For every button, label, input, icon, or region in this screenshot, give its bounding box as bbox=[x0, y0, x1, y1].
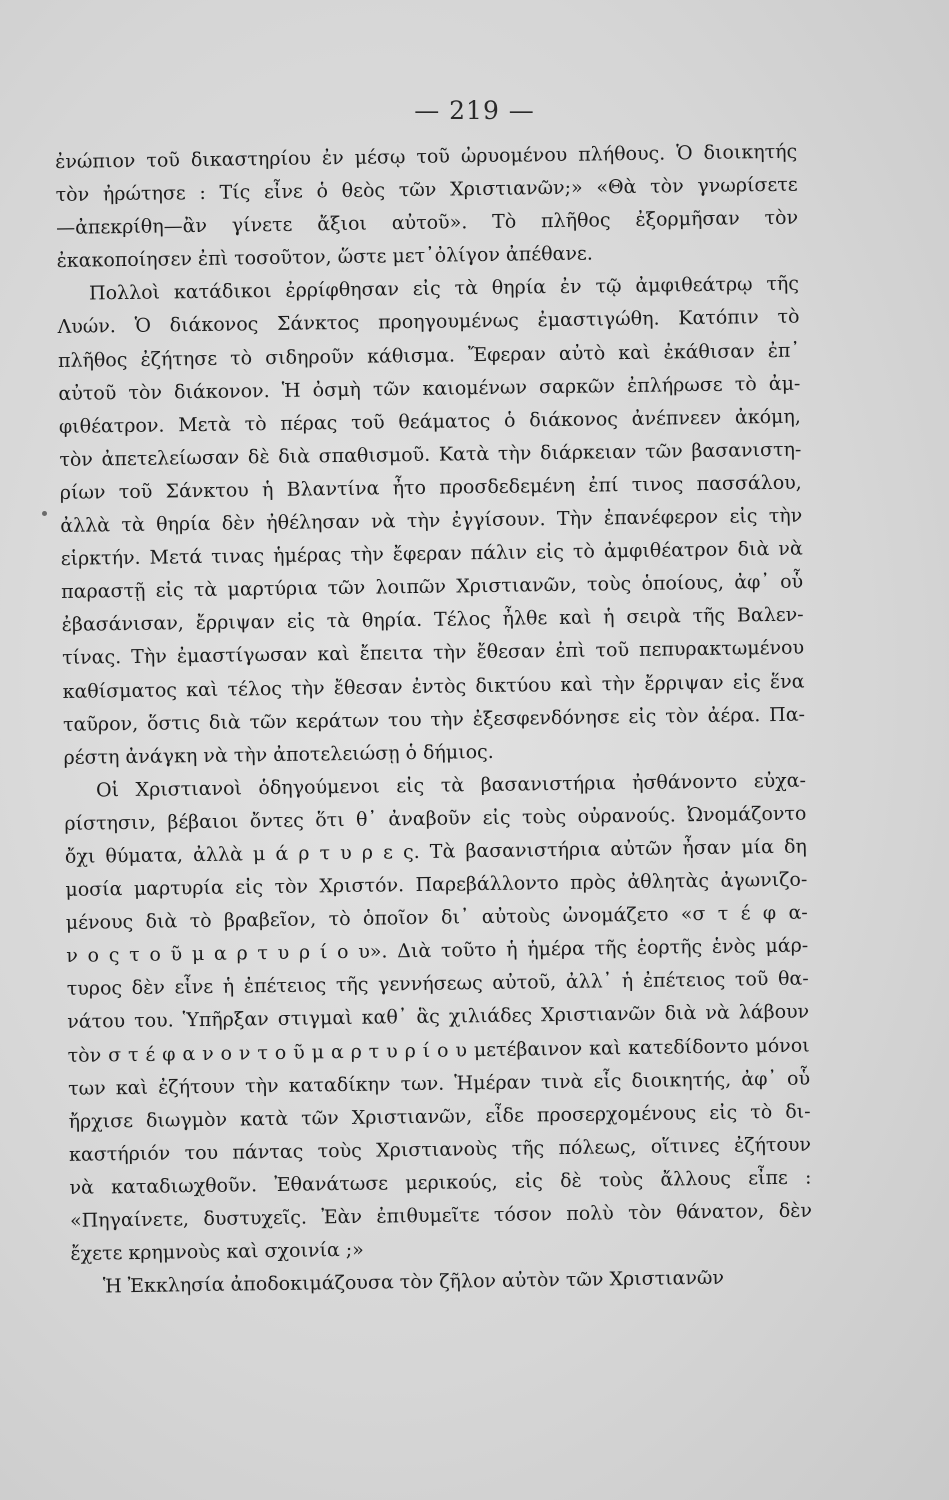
text-line: ταῦρον, ὅστις διὰ τῶν κεράτων του τὴν ἐξεσφενδόνησε εἰς τὸν ἀέρα. Πα- bbox=[62, 703, 806, 736]
text-line: τίνας. Τὴν ἐμαστίγωσαν καὶ ἔπειτα τὴν ἔθεσαν ἐπὶ τοῦ πεπυρακτωμένου bbox=[62, 636, 805, 670]
text-line: «Πηγαίνετε, δυστυχεῖς. Ἐὰν ἐπιθυμεῖτε τόσον πολὺ τὸν θάνατον, δὲν bbox=[69, 1199, 813, 1232]
text-line: —ἀπεκρίθη—ἂν γίνετε ἄξιοι αὐτοῦ». Τὸ πλῆθος ἐξορμῆσαν τὸν bbox=[55, 206, 799, 240]
text-line: Λυών. Ὁ διάκονος Σάνκτος προηγουμένως ἐμαστιγώθη. Κατόπιν τὸ bbox=[57, 306, 800, 339]
text-line: εἱρκτήν. Μετά τινας ἡμέρας τὴν ἔφεραν πάλιν εἰς τὸ ἀμφιθέατρον διὰ νὰ bbox=[60, 537, 803, 571]
text-line: ρίων τοῦ Σάνκτου ἡ Βλαντίνα ἦτο προσδεδεμένη ἐπί τινος πασσάλου, bbox=[59, 471, 802, 504]
text-line: τὸν σ τ έ φ α ν ο ν τ ο ῦ μ α ρ τ υ ρ ί ο υ μετέβαινον καὶ κατεδίδοντο μόνοι bbox=[67, 1034, 810, 1067]
text-line: ἤρχισε διωγμὸν κατὰ τῶν Χριστιανῶν, εἶδε προσερχομένους εἰς τὸ δι- bbox=[68, 1100, 811, 1133]
text-line: ἐβασάνισαν, ἔρριψαν εἰς τὰ θηρία. Τέλος ἦλθε καὶ ἡ σειρὰ τῆς Βαλεν- bbox=[61, 603, 804, 637]
text-line: τυρος δὲν εἶνε ἡ ἐπέτειος τῆς γεννήσεως αὐτοῦ, ἀλλ᾽ ἡ ἐπέτειος τοῦ θα- bbox=[66, 967, 809, 1001]
text-line: νὰ καταδιωχθοῦν. Ἐθανάτωσε μερικούς, εἰς δὲ τοὺς ἄλλους εἶπε : bbox=[69, 1166, 812, 1199]
text-line: ἀλλὰ τὰ θηρία δὲν ἠθέλησαν νὰ τὴν ἐγγίσουν. Τὴν ἐπανέφερον εἰς τὴν bbox=[60, 504, 803, 537]
page-number: — 219 — bbox=[414, 96, 535, 125]
text-line: ὄχι θύματα, ἀλλὰ μ ά ρ τ υ ρ ε ς. Τὰ βασανιστήρια αὐτῶν ἦσαν μία δη bbox=[64, 835, 808, 868]
text-line: καστήριόν του πάντας τοὺς Χριστιανοὺς τῆς πόλεως, οἵτινες ἐζήτουν bbox=[68, 1133, 812, 1166]
text-line: καθίσματος καὶ τέλος τὴν ἔθεσαν ἐντὸς δικτύου καὶ τὴν ἔρριψαν εἰς ἕνα bbox=[62, 670, 805, 703]
text-line: ρέστη ἀνάγκη νὰ τὴν ἀποτελειώσῃ ὁ δήμιος. bbox=[63, 740, 494, 769]
text-line: τὸν ἠρώτησε : Τίς εἶνε ὁ θεὸς τῶν Χριστιανῶν;» «Θὰ τὸν γνωρίσετε bbox=[55, 173, 798, 207]
text-line: παραστῇ εἰς τὰ μαρτύρια τῶν λοιπῶν Χριστιανῶν, τοὺς ὁποίους, ἀφ᾽ οὗ bbox=[61, 570, 804, 604]
text-line: αὐτοῦ τὸν διάκονον. Ἡ ὀσμὴ τῶν καιομένων σαρκῶν ἐπλήρωσε τὸ ἀμ- bbox=[58, 372, 801, 405]
text-line: ἔχετε κρημνοὺς καὶ σχοινία ;» bbox=[70, 1238, 365, 1265]
text-line: μένους διὰ τὸ βραβεῖον, τὸ ὁποῖον δι᾽ αὐτοὺς ὠνομάζετο «σ τ έ φ α- bbox=[65, 901, 808, 935]
text-line: μοσία μαρτυρία εἰς τὸν Χριστόν. Παρεβάλλοντο πρὸς ἀθλητὰς ἀγωνιζο- bbox=[65, 868, 808, 901]
text-line: Οἱ Χριστιανοὶ ὁδηγούμενοι εἰς τὰ βασανιστήρια ἠσθάνοντο εὐχα- bbox=[95, 769, 807, 802]
text-line: Πολλοὶ κατάδικοι ἐρρίφθησαν εἰς τὰ θηρία ἐν τῷ ἀμφιθεάτρῳ τῆς bbox=[88, 273, 800, 305]
body-text bbox=[55, 136, 813, 1305]
text-line: ρίστησιν, βέβαιοι ὄντες ὅτι θ᾽ ἀναβοῦν εἰς τοὺς οὐρανούς. Ὠνομάζοντο bbox=[64, 802, 807, 835]
text-line: ἐκακοποίησεν ἐπὶ τοσοῦτον, ὥστε μετ᾽ὀλίγον ἀπέθανε. bbox=[56, 242, 593, 273]
text-line: νάτου του. Ὑπῆρξαν στιγμαὶ καθ᾽ ἃς χιλιάδες Χριστιανῶν διὰ νὰ λάβουν bbox=[67, 1000, 810, 1034]
ink-speck bbox=[42, 511, 47, 516]
text-line: πλῆθος ἐζήτησε τὸ σιδηροῦν κάθισμα. Ἔφεραν αὐτὸ καὶ ἐκάθισαν ἐπ᾽ bbox=[57, 339, 801, 372]
text-line: φιθέατρον. Μετὰ τὸ πέρας τοῦ θεάματος ὁ διάκονος ἀνέπνεεν ἀκόμη, bbox=[58, 405, 802, 438]
text-line: τὸν ἀπετελείωσαν δὲ διὰ σπαθισμοῦ. Κατὰ τὴν διάρκειαν τῶν βασανιστη- bbox=[59, 438, 802, 471]
text-line: Ἡ Ἐκκλησία ἀποδοκιμάζουσα τὸν ζῆλον αὐτὸν τῶν Χριστιανῶν bbox=[102, 1266, 725, 1298]
text-line: των καὶ ἐζήτουν τὴν καταδίκην των. Ἡμέραν τινὰ εἷς διοικητής, ἀφ᾽ οὗ bbox=[68, 1067, 811, 1100]
text-line: ἐνώπιον τοῦ δικαστηρίου ἐν μέσῳ τοῦ ὠρυομένου πλήθους. Ὁ διοικητής bbox=[55, 140, 798, 173]
text-line: ν ο ς τ ο ῦ μ α ρ τ υ ρ ί ο υ». Διὰ τοῦτο ἡ ἡμέρα τῆς ἑορτῆς ἑνὸς μάρ- bbox=[66, 934, 809, 968]
